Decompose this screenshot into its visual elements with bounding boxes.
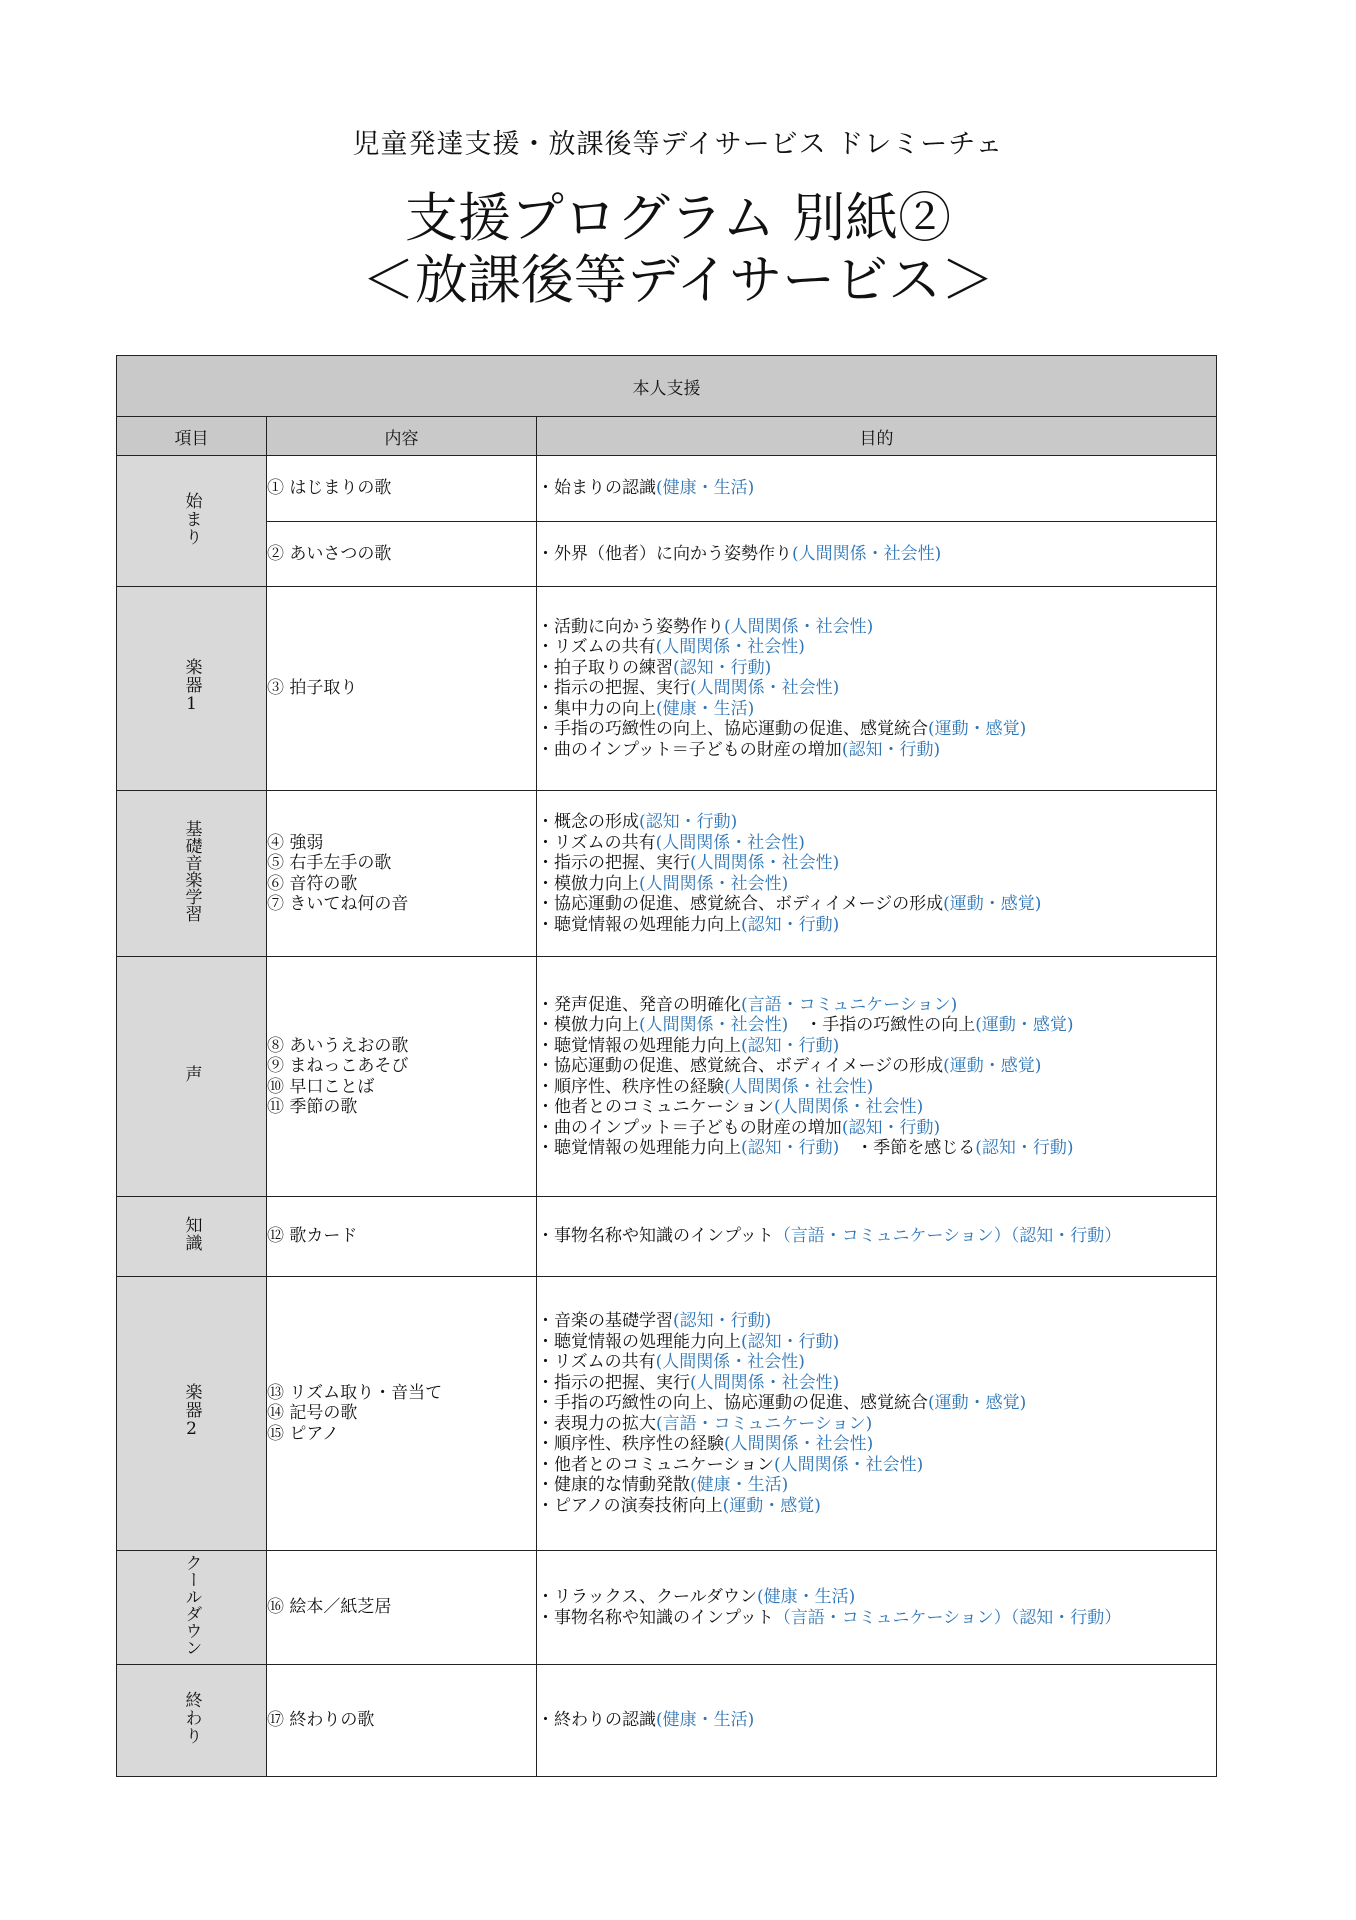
purpose-item: ・事物名称や知識のインプット（言語・コミュニケーション）（認知・行動） <box>537 1607 1122 1628</box>
content-item: ⑧ あいうえおの歌 <box>267 1035 409 1056</box>
purpose-item: ・順序性、秩序性の経験(人間関係・社会性) <box>537 1434 874 1454</box>
purpose-item: ・発声促進、発音の明確化(言語・コミュニケーション) <box>537 994 958 1015</box>
purpose-cell <box>537 791 1217 957</box>
content-item: ⑩ 早口ことば <box>267 1076 375 1097</box>
purpose-item: ・事物名称や知識のインプット（言語・コミュニケーション）（認知・行動） <box>537 1226 1122 1247</box>
purpose-item: ・拍子取りの練習(認知・行動) <box>537 657 772 678</box>
category-label: 楽器1 <box>181 657 202 715</box>
purpose-item: ・模倣力向上(人間関係・社会性) <box>537 873 789 894</box>
purpose-item: ・ピアノの演奏技術向上(運動・感覚) <box>537 1495 821 1516</box>
category-label: 知識 <box>181 1216 202 1252</box>
purpose-item: ・リズムの共有(人間関係・社会性) <box>537 1352 805 1372</box>
content-item: ⑤ 右手左手の歌 <box>267 853 392 873</box>
purpose-item: ・指示の把握、実行(人間関係・社会性) <box>537 853 840 873</box>
purpose-item: ・曲のインプット＝子どもの財産の増加(認知・行動) <box>537 739 941 760</box>
purpose-cell <box>537 587 1217 791</box>
purpose-item: ・聴覚情報の処理能力向上(認知・行動) ・季節を感じる(認知・行動) <box>537 1138 1074 1158</box>
category-cell-koe <box>117 957 267 1197</box>
category-label: 基礎音楽学習 <box>181 820 202 922</box>
purpose-item: ・活動に向かう姿勢作り(人間関係・社会性) <box>537 616 874 637</box>
purpose-item: ・終わりの認識(健康・生活) <box>537 1710 755 1731</box>
content-cell <box>267 456 537 522</box>
content-item: ⑦ きいてね何の音 <box>267 894 409 914</box>
purpose-item: ・始まりの認識(健康・生活) <box>537 478 755 499</box>
purpose-item: ・手指の巧緻性の向上、協応運動の促進、感覚統合(運動・感覚) <box>537 1393 1027 1413</box>
purpose-item: ・指示の把握、実行(人間関係・社会性) <box>537 1372 840 1393</box>
content-cell <box>267 1277 537 1551</box>
purpose-cell <box>537 1277 1217 1551</box>
purpose-item: ・リズムの共有(人間関係・社会性) <box>537 637 805 658</box>
column-header-purpose: 目的 <box>537 417 1217 456</box>
content-item: ⑮ ピアノ <box>267 1423 340 1444</box>
category-label: 終わり <box>181 1691 202 1745</box>
content-item: ⑨ まねっこあそび <box>267 1056 409 1076</box>
purpose-cell <box>537 1551 1217 1665</box>
purpose-item: ・リズムの共有(人間関係・社会性) <box>537 832 805 853</box>
content-cell <box>267 1665 537 1777</box>
organization-name: 児童発達支援・放課後等デイサービス ドレミーチェ <box>352 129 1004 160</box>
column-header-content: 内容 <box>267 417 537 456</box>
purpose-cell <box>537 456 1217 522</box>
category-cell-chishiki <box>117 1197 267 1277</box>
purpose-item: ・概念の形成(認知・行動) <box>537 812 738 832</box>
purpose-item: ・曲のインプット＝子どもの財産の増加(認知・行動) <box>537 1117 941 1138</box>
purpose-item: ・表現力の拡大(言語・コミュニケーション) <box>537 1413 873 1434</box>
content-cell <box>267 1551 537 1665</box>
purpose-item: ・リラックス、クールダウン(健康・生活) <box>537 1587 856 1607</box>
purpose-item: ・他者とのコミュニケーション(人間関係・社会性) <box>537 1097 924 1117</box>
category-cell-hajimari <box>117 456 267 587</box>
purpose-item: ・聴覚情報の処理能力向上(認知・行動) <box>537 1331 840 1352</box>
content-cell <box>267 791 537 957</box>
purpose-cell <box>537 522 1217 587</box>
purpose-item: ・聴覚情報の処理能力向上(認知・行動) <box>537 914 840 935</box>
purpose-item: ・順序性、秩序性の経験(人間関係・社会性) <box>537 1076 874 1097</box>
purpose-cell <box>537 1665 1217 1777</box>
content-cell <box>267 957 537 1197</box>
band-header: 本人支援 <box>117 356 1217 417</box>
document-subtitle: ＜放課後等デイサービス＞ <box>361 250 995 311</box>
category-label: 楽器2 <box>181 1382 202 1440</box>
content-cell <box>267 522 537 587</box>
content-cell <box>267 1197 537 1277</box>
purpose-item: ・外界（他者）に向かう姿勢作り(人間関係・社会性) <box>537 543 942 564</box>
category-cell-owari <box>117 1665 267 1777</box>
content-cell <box>267 587 537 791</box>
purpose-item: ・聴覚情報の処理能力向上(認知・行動) <box>537 1035 840 1056</box>
purpose-cell <box>537 1197 1217 1277</box>
content-item: ② あいさつの歌 <box>267 543 392 564</box>
purpose-item: ・音楽の基礎学習(認知・行動) <box>537 1311 772 1331</box>
content-item: ① はじまりの歌 <box>267 478 392 499</box>
content-item: ⑭ 記号の歌 <box>267 1403 358 1424</box>
content-item: ⑰ 終わりの歌 <box>267 1710 375 1731</box>
purpose-item: ・模倣力向上(人間関係・社会性) ・手指の巧緻性の向上(運動・感覚) <box>537 1015 1074 1035</box>
purpose-item: ・集中力の向上(健康・生活) <box>537 698 755 719</box>
column-header-item: 項目 <box>117 417 267 456</box>
category-label: 始まり <box>181 491 202 546</box>
category-cell-gakki1 <box>117 587 267 791</box>
content-item: ⑯ 絵本／紙芝居 <box>267 1597 392 1618</box>
content-item: ⑫ 歌カード <box>267 1226 358 1247</box>
content-item: ⑬ リズム取り・音当て <box>267 1382 443 1403</box>
purpose-item: ・協応運動の促進、感覚統合、ボディイメージの形成(運動・感覚) <box>537 894 1042 914</box>
content-item: ④ 強弱 <box>267 832 324 853</box>
content-item: ⑪ 季節の歌 <box>267 1097 358 1117</box>
support-program-table <box>116 355 1217 1777</box>
category-label: クールダウン <box>181 1554 202 1656</box>
purpose-cell <box>537 957 1217 1197</box>
purpose-item: ・協応運動の促進、感覚統合、ボディイメージの形成(運動・感覚) <box>537 1056 1042 1076</box>
category-cell-gakki2 <box>117 1277 267 1551</box>
purpose-item: ・手指の巧緻性の向上、協応運動の促進、感覚統合(運動・感覚) <box>537 719 1027 740</box>
category-label: 声 <box>181 1065 202 1083</box>
content-item: ③ 拍子取り <box>267 678 358 699</box>
category-cell-cooldown <box>117 1551 267 1665</box>
purpose-item: ・健康的な情動発散(健康・生活) <box>537 1475 789 1495</box>
content-item: ⑥ 音符の歌 <box>267 873 358 894</box>
purpose-item: ・他者とのコミュニケーション(人間関係・社会性) <box>537 1454 924 1475</box>
document-title: 支援プログラム 別紙② <box>404 188 952 249</box>
category-cell-kiso-ongaku-gakushu <box>117 791 267 957</box>
purpose-item: ・指示の把握、実行(人間関係・社会性) <box>537 678 840 699</box>
